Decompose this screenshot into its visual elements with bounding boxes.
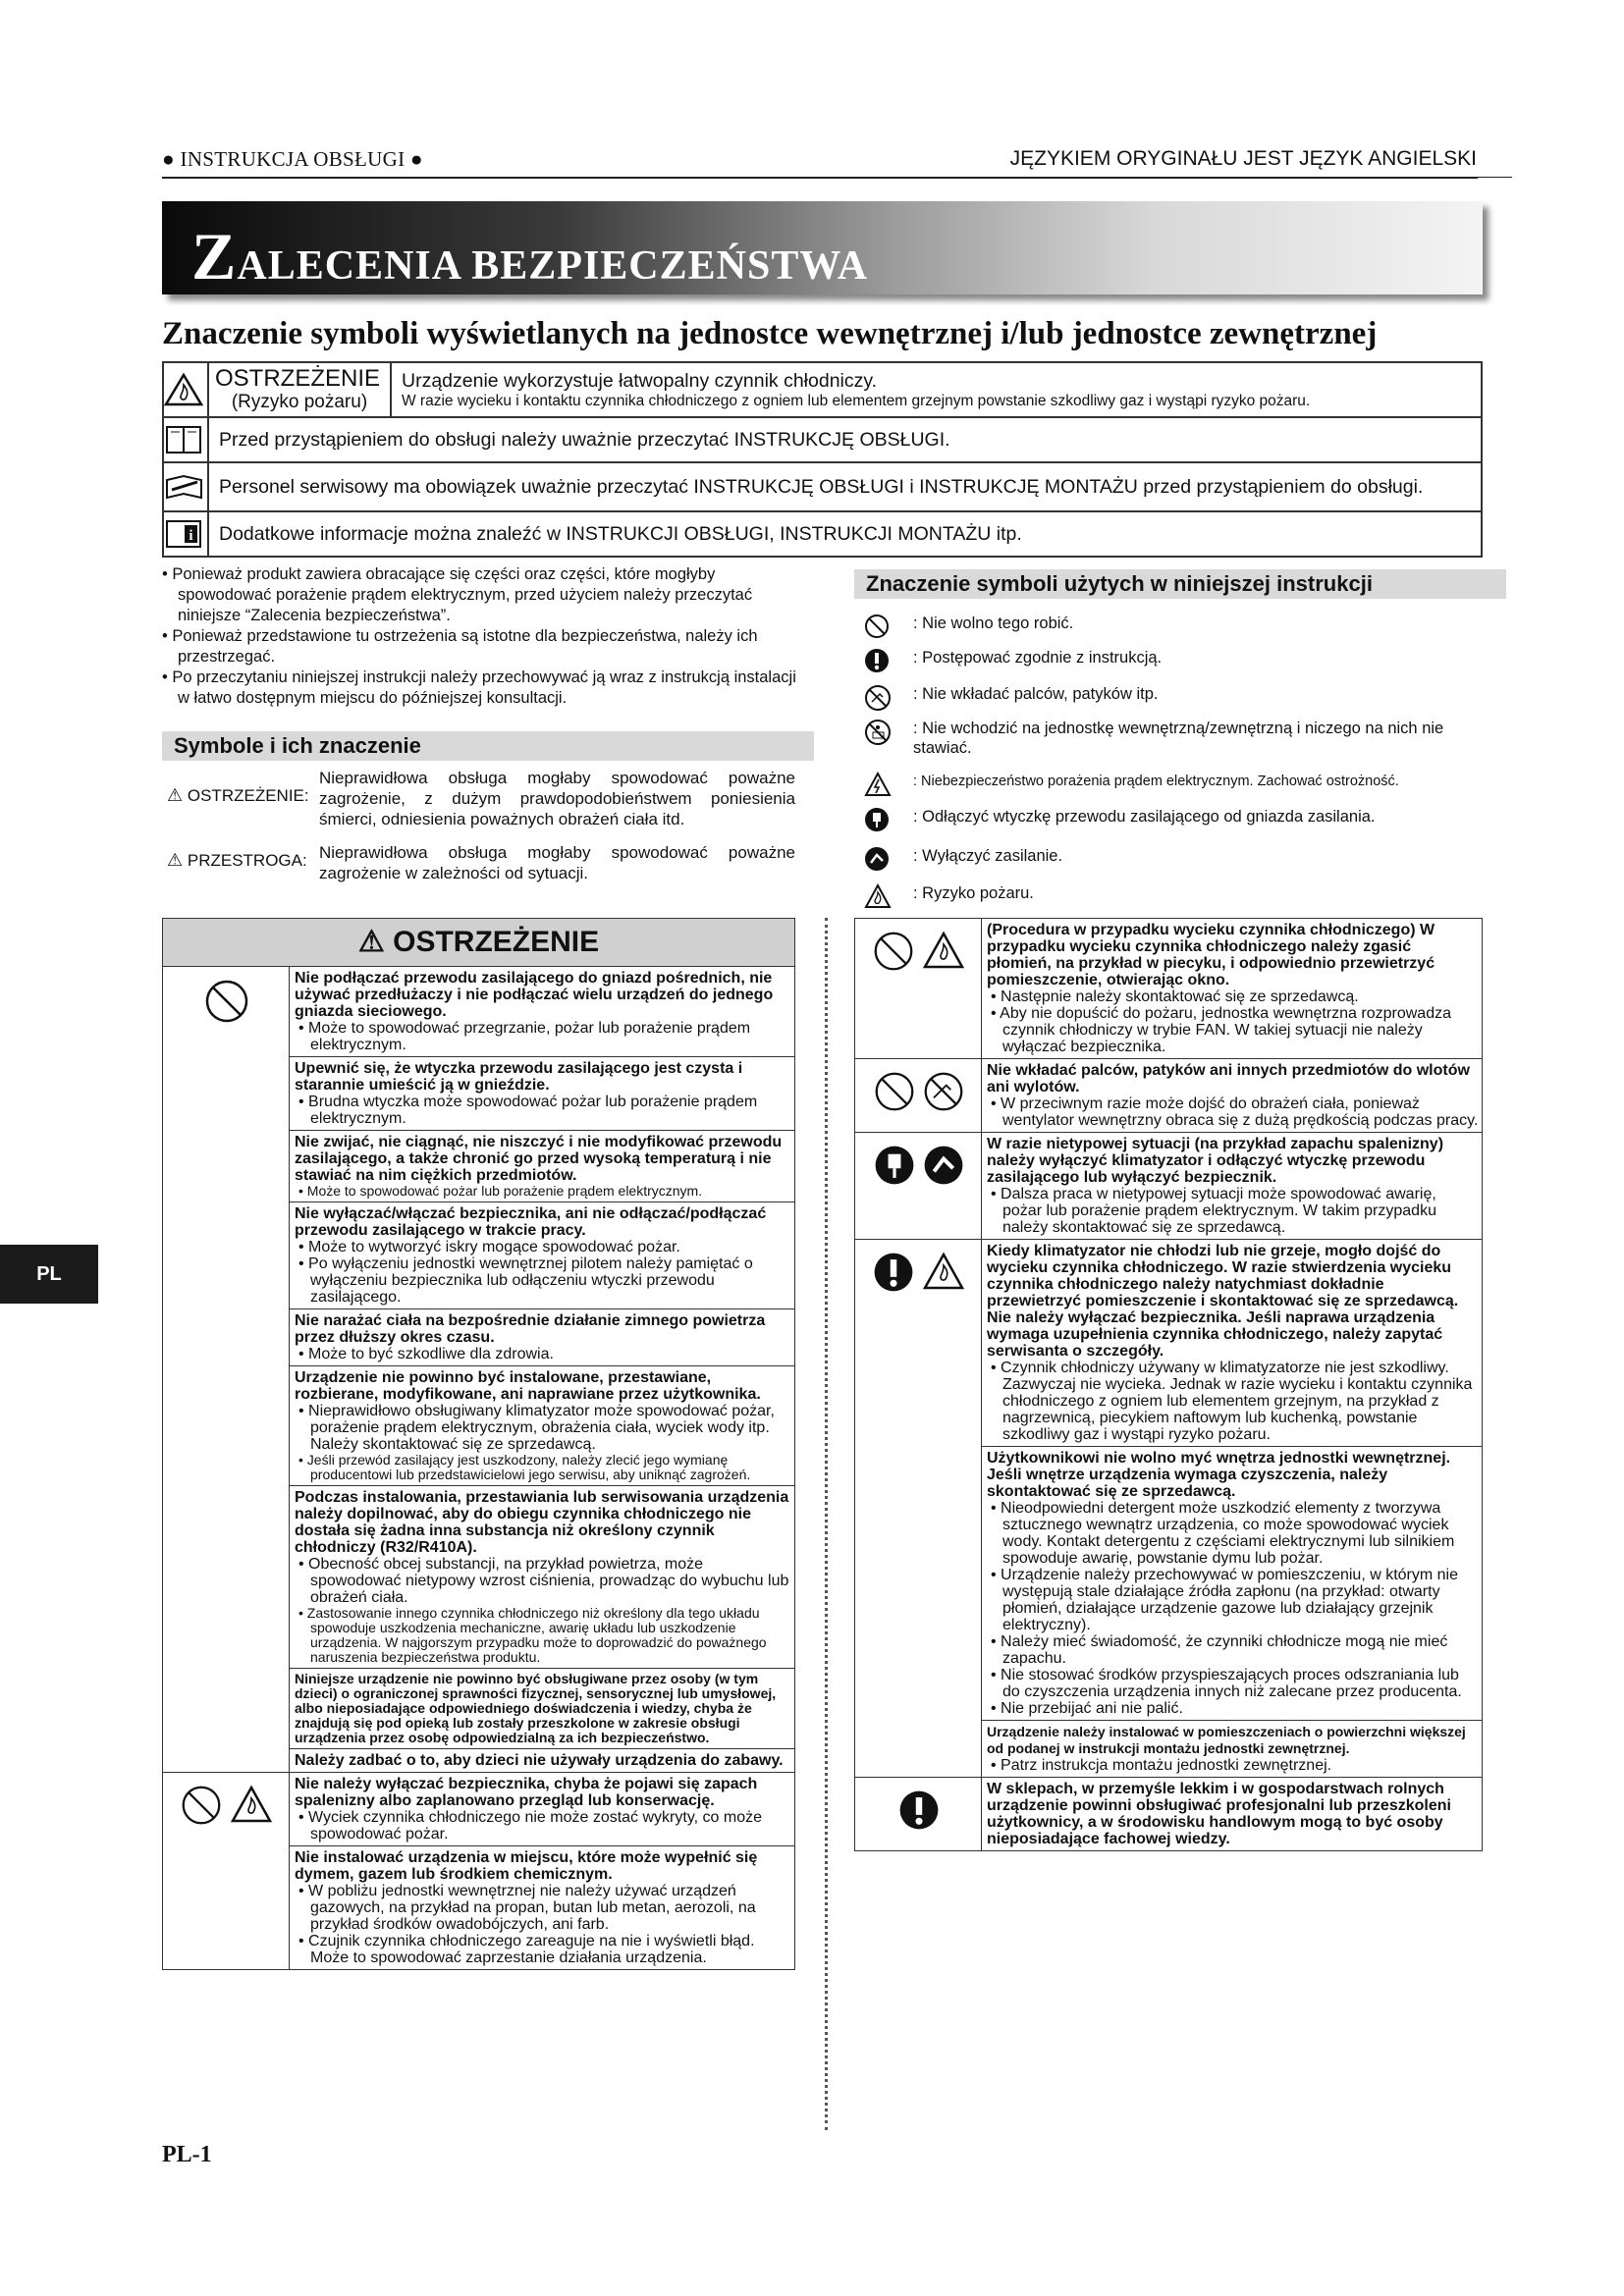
unplug-power-off-icons <box>855 1133 982 1240</box>
intro-bullet: • Ponieważ produkt zawiera obracające się części oraz części, które mogłyby spowodować porażenie prądem elektrycznym, przed użyciem należy przeczytać niniejsze “Zalecenia bezpieczeństwa”. <box>162 565 753 624</box>
power-off-icon <box>923 1145 964 1186</box>
header-left: ● INSTRUKCJA OBSŁUGI ● <box>162 147 423 171</box>
intro-bullets <box>162 564 800 709</box>
warning-def-label: ⚠ OSTRZEŻENIE: <box>167 785 309 805</box>
warning-item: Należy zadbać o to, aby dzieci nie używały urządzenia do zabawy. <box>290 1749 795 1773</box>
unplug-icon <box>874 1145 915 1186</box>
fire-risk-icon <box>864 883 892 909</box>
prohibited-icon <box>163 967 290 1773</box>
warning-item: Nie zwijać, nie ciągnąć, nie niszczyć i nie modyfikować przewodu zasilającego, a także chronić go przed wysoką temperaturą i nie stawiać na nim ciężkich przedmiotów. • Może to spowodować pożar lub porażenie prądem elektrycznym. <box>290 1131 795 1202</box>
warning-item: Nie podłączać przewodu zasilającego do gniazd pośrednich, nie używać przedłużaczy i nie podłączać wielu urządzeń do jednego gniazda sieciowego. • Może to spowodować przegrzanie, pożar lub porażenie prądem elektrycznym. <box>290 967 795 1057</box>
book-icon <box>163 417 208 462</box>
warning-item: Nie narażać ciała na bezpośrednie działanie zimnego powietrza przez dłuższy okres czasu. • Może to być szkodliwe dla zdrowia. <box>290 1309 795 1366</box>
warn-label-cell <box>208 362 391 417</box>
warning-item: (Procedura w przypadku wycieku czynnika chłodniczego) W przypadku wycieku czynnika chłodniczego należy zgasić płomień, na przykład w piecyku, i odpowiednio przewietrzyć pomieszczenie, otwierając okno. • Następnie należy skontaktować się ze sprzedawcą. • Aby nie dopuścić do pożaru, jednostka wewnętrzna rozprowadza czynnik chłodniczy w trybie FAN. W takiej sytuacji nie należy wyłączać bezpiecznika. <box>982 919 1483 1059</box>
warning-item: Nie wkładać palców, patyków ani innych przedmiotów do wlotów ani wylotów. • W przeciwnym razie może dojść do obrażeń ciała, ponieważ wentylator wewnętrzny obraca się z dużą prędkością podczas pracy. <box>982 1059 1483 1133</box>
unplug-icon <box>864 807 890 832</box>
caution-def-label: ⚠ PRZESTROGA: <box>167 850 307 870</box>
mandatory-fire-icons <box>855 1240 982 1778</box>
meaning-text: : Postępować zgodnie z instrukcją. <box>913 649 1163 667</box>
warning-item: Urządzenie nie powinno być instalowane, przestawiane, rozbierane, modyfikowane, ani naprawiane przez użytkownika. • Nieprawidłowo obsługiwany klimatyzator może spowodować pożar, porażenie prądem elektrycznym, obrażenia ciała, wyciek wody itp. Należy skontaktować się ze sprzedawcą. • Jeśli przewód zasilający jest uszkodzony, należy zlecić jego wymianę producentowi lub przedstawicielowi jego serwisu, aby uniknąć zagrożeń. <box>290 1366 795 1486</box>
meaning-text: : Odłączyć wtyczkę przewodu zasilającego od gniazda zasilania. <box>913 808 1376 826</box>
warning-item: W razie nietypowej sytuacji (na przykład zapachu spalenizny) należy wyłączyć klimatyzator i odłączyć wtyczkę przewodu zasilającego lub wyłączyć bezpiecznik. • Dalsza praca w nietypowej sytuacji może spowodować awarię, pożar lub porażenie prądem elektrycznym. W takim przypadku należy skontaktować się ze sprzedawcą. <box>982 1133 1483 1240</box>
header-rule-tail <box>1478 177 1512 178</box>
warn-label: OSTRZEŻENIE <box>215 365 381 392</box>
warning-item: Upewnić się, że wtyczka przewodu zasilającego jest czysta i starannie umieścić ją w gnieździe. • Brudna wtyczka może spowodować pożar lub porażenie prądem elektrycznym. <box>290 1057 795 1131</box>
meaning-text: : Nie wkładać palców, patyków itp. <box>913 685 1159 703</box>
meaning-text: : Wyłączyć zasilanie. <box>913 847 1063 865</box>
section-title: Znaczenie symboli wyświetlanych na jednostce wewnętrznej i/lub jednostce zewnętrznej <box>162 316 1378 351</box>
prohibited-fire-icons <box>163 1773 290 1970</box>
warning-item: Podczas instalowania, przestawiania lub serwisowania urządzenia należy dopilnować, aby do obiegu czynnika chłodniczego nie dostała się żadna inna substancja niż określony czynnik chłodniczy (R32/R410A). • Obecność obcej substancji, na przykład powietrza, może spowodować nietypowy wzrost ciśnienia, prowadząc do wybuchu lub obrażeń ciała. • Zastosowanie innego czynnika chłodniczego niż określony dla tego układu spowoduje uszkodzenia mechaniczne, awarię układu lub uszkodzenie urządzenia. W najgorszym przypadku może to doprowadzić do poważnego naruszenia bezpieczeństwa produktu. <box>290 1486 795 1669</box>
warn-sub: (Ryzyko pożaru) <box>231 392 368 412</box>
page-title-cap: Z <box>191 219 238 294</box>
warning-item: Nie wyłączać/włączać bezpiecznika, ani nie odłączać/podłączać przewodu zasilającego w trakcie pracy. • Może to wytworzyć iskry mogące spowodować pożar. • Po wyłączeniu jednostki wewnętrznej pilotem należy pamiętać o wyłączeniu bezpiecznika lub odłączeniu wtyczki przewodu zasilającego. <box>290 1202 795 1309</box>
warn-text-1: Urządzenie wykorzystuje łatwopalny czynnik chłodniczy. <box>402 369 878 392</box>
more-info-text: Dodatkowe informacje można znaleźć w INSTRUKCJI OBSŁUGI, INSTRUKCJI MONTAŻU itp. <box>208 511 1482 557</box>
meanings-heading: Znaczenie symboli użytych w niniejszej instrukcji <box>854 569 1506 599</box>
meaning-text: : Niebezpieczeństwo porażenia prądem elektrycznym. Zachować ostrożność. <box>913 774 1399 789</box>
column-divider <box>825 918 828 2130</box>
page-title <box>191 218 868 295</box>
warning-table-right <box>854 918 1483 1851</box>
service-manual-text: Personel serwisowy ma obowiązek uważnie przeczytać INSTRUKCJĘ OBSŁUGI i INSTRUKCJĘ MONTAŻU przed przystąpieniem do obsługi. <box>208 462 1482 511</box>
warning-item: Nie instalować urządzenia w miejscu, które może wypełnić się dymem, gazem lub środkiem chemicznym. • W pobliżu jednostki wewnętrznej nie należy używać urządzeń gazowych, na przykład na propan, butan lub metan, aerozoli, na przykład środków owadobójczych, ani farb. • Czujnik czynnika chłodniczego zareaguje na nie i wyświetli błąd. Może to spowodować zaprzestanie działania urządzenia. <box>290 1846 795 1970</box>
no-fingers-icon <box>923 1071 964 1112</box>
electric-shock-icon <box>864 772 892 797</box>
warn-text-cell <box>391 362 1482 417</box>
mandatory-icon <box>855 1778 982 1851</box>
warning-item: W sklepach, w przemyśle lekkim i w gospodarstwach rolnych urządzenie powinni obsługiwać profesjonalni lub przeszkoleni użytkownicy, a w środowisku handlowym mogą to być osoby nieposiadające fachowej wiedzy. <box>982 1778 1483 1851</box>
warning-box-title: ⚠ OSTRZEŻENIE <box>163 919 795 967</box>
warning-def-label-text: OSTRZEŻENIE: <box>187 786 309 805</box>
no-fingers-icon <box>864 684 892 712</box>
language-tab: PL <box>0 1245 98 1304</box>
fire-risk-icon <box>230 1785 273 1824</box>
svg-text:i: i <box>189 528 193 544</box>
prohibited-fingers-icons <box>855 1059 982 1133</box>
page-title-rest: ALECENIA BEZPIECZEŃSTWA <box>237 243 869 289</box>
page-number: PL-1 <box>162 2142 212 2167</box>
prohibited-icon <box>874 1071 915 1112</box>
warning-table-left <box>162 918 795 1970</box>
mandatory-icon <box>873 1252 914 1293</box>
mandatory-icon <box>864 648 890 673</box>
power-off-icon <box>864 846 890 872</box>
read-manual-text: Przed przystąpieniem do obsługi należy uważnie przeczytać INSTRUKCJĘ OBSŁUGI. <box>208 417 1482 462</box>
warning-item: Użytkownikowi nie wolno myć wnętrza jednostki wewnętrznej. Jeśli wnętrze urządzenia wymaga czyszczenia, należy skontaktować się ze sprzedawcą. • Nieodpowiedni detergent może uszkodzić elementy z tworzywa sztucznego wewnątrz urządzenia, co może spowodować wyciek wody. Kontakt detergentu z częściami elektrycznymi lub silnikiem spowoduje awarię, powstanie dymu lub pożar. • Urządzenie należy przechowywać w pomieszczeniu, w którym nie występują stale działające źródła zapłonu (na przykład: otwarty płomień, działające urządzenie gazowe lub działający grzejnik elektryczny). • Należy mieć świadomość, że czynniki chłodnicze mogą nie mieć zapachu. • Nie stosować środków przyspieszających proces odszraniania lub do czyszczenia urządzenia innych niż zalecane przez producenta. • Nie przebijać ani nie palić. <box>982 1447 1483 1721</box>
meaning-text: : Ryzyko pożaru. <box>913 884 1034 902</box>
warning-item: Niniejsze urządzenie nie powinno być obsługiwane przez osoby (w tym dzieci) o ograniczonej sprawności fizycznej, sensorycznej lub umysłowej, albo nieposiadające odpowiedniego doświadczenia i wiedzy, chyba że znajdują się pod opieką lub zostały przeszkolone w zakresie obsługi urządzenia przez osobę odpowiedzialną za ich bezpieczeństwo. <box>290 1669 795 1749</box>
no-stepping-icon <box>864 719 892 746</box>
meaning-text: : Nie wchodzić na jednostkę wewnętrzną/zewnętrzną i niczego na nich nie stawiać. <box>913 720 1444 757</box>
intro-bullet: • Po przeczytaniu niniejszej instrukcji należy przechowywać ją wraz z instrukcją instalacji w łatwo dostępnym miejscu do późniejszej konsultacji. <box>162 668 796 707</box>
prohibited-icon <box>181 1785 222 1826</box>
warning-item: Urządzenie należy instalować w pomieszczeniach o powierzchni większej od podanej w instrukcji montażu jednostki zewnętrznej. • Patrz instrukcja montażu jednostki zewnętrznej. <box>982 1721 1483 1778</box>
prohibited-fire-icons <box>855 919 982 1059</box>
service-manual-icon <box>163 462 208 511</box>
info-book-icon <box>163 511 208 557</box>
warn-text-2: W razie wycieku i kontaktu czynnika chłodniczego z ogniem lub elementem grzejnym powstanie szkodliwy gaz i wystąpi ryzyko pożaru. <box>402 392 1311 409</box>
meaning-text: : Nie wolno tego robić. <box>913 614 1074 632</box>
fire-risk-icon <box>922 931 965 970</box>
caution-def-label-text: PRZESTROGA: <box>187 851 307 870</box>
fire-risk-icon <box>922 1252 965 1291</box>
warning-item: Nie należy wyłączać bezpiecznika, chyba że pojawi się zapach spalenizny albo zaplanowano przegląd lub konserwację. • Wyciek czynnika chłodniczego nie może zostać wykryty, co może spowodować pożar. <box>290 1773 795 1846</box>
symbols-heading: Symbole i ich znaczenie <box>162 731 814 761</box>
header-right: JĘZYKIEM ORYGINAŁU JEST JĘZYK ANGIELSKI <box>1009 147 1477 170</box>
caution-def-text: Nieprawidłowa obsługa mogłaby spowodować poważne zagrożenie w zależności od sytuacji. <box>319 843 795 882</box>
warning-def-text: Nieprawidłowa obsługa mogłaby spowodować poważne zagrożenie, z dużym prawdopodobieństwem poniesienia śmierci, odniesienia poważnych obrażeń ciała itd. <box>319 769 795 828</box>
prohibited-icon <box>873 931 914 972</box>
unit-symbol-table <box>162 361 1483 558</box>
header-rule <box>162 177 1478 179</box>
fire-warning-icon <box>163 362 208 417</box>
prohibited-icon <box>864 614 890 639</box>
intro-bullet: • Ponieważ przedstawione tu ostrzeżenia są istotne dla bezpieczeństwa, należy ich przestrzegać. <box>162 627 758 666</box>
warning-box-title-text: OSTRZEŻENIE <box>393 926 600 958</box>
warning-item: Kiedy klimatyzator nie chłodzi lub nie grzeje, mogło dojść do wycieku czynnika chłodniczego. W razie stwierdzenia wycieku czynnika chłodniczego należy natychmiast dokładnie przewietrzyć pomieszczenie i skontaktować się ze sprzedawcą. Nie należy wyłączać bezpiecznika. Jeśli naprawa urządzenia wymaga uzupełnienia czynnika chłodniczego, należy zapytać serwisanta o szczegóły. • Czynnik chłodniczy używany w klimatyzatorze nie jest szkodliwy. Zazwyczaj nie wycieka. Jednak w razie wycieku i kontaktu czynnika chłodniczego z ogniem lub elementem grzejnym, na przykład z nagrzewnicą, piecykiem naftowym lub kuchenką, powstanie szkodliwy gaz i wystąpi ryzyko pożaru. <box>982 1240 1483 1447</box>
